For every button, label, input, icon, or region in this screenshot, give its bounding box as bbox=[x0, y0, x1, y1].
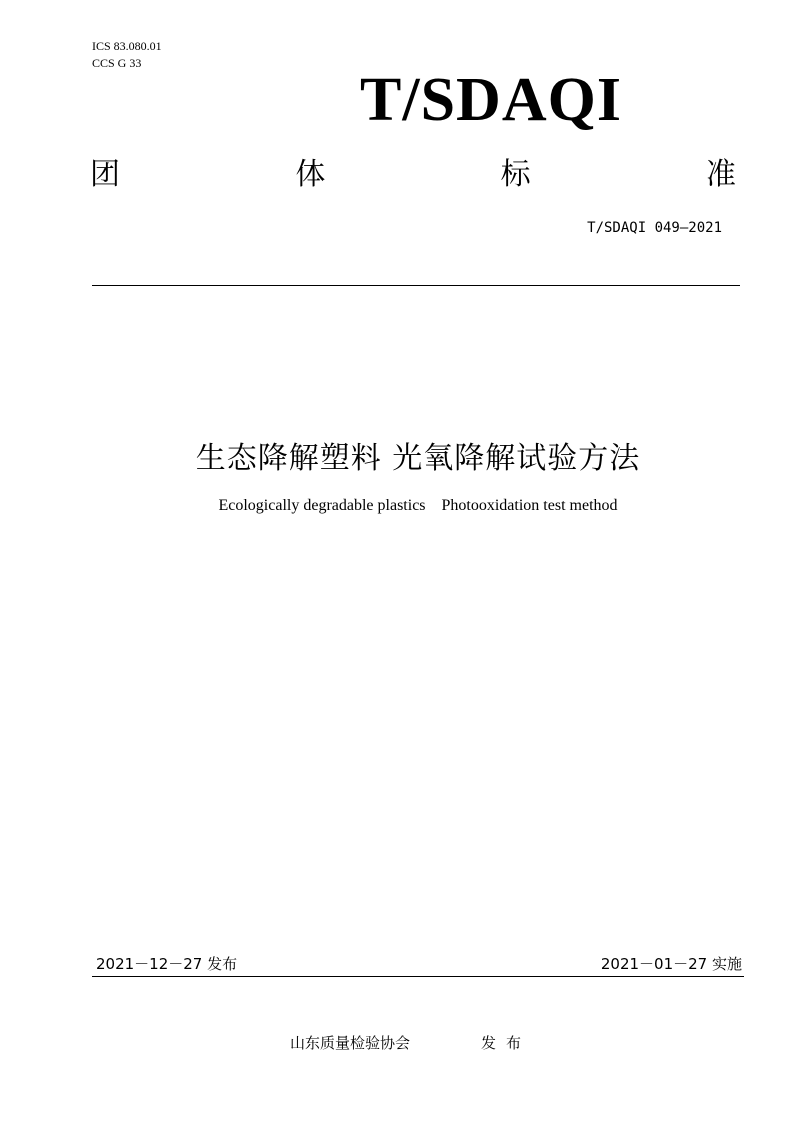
footer-divider bbox=[92, 976, 744, 977]
issuing-organization: 山东质量检验协会 bbox=[290, 1034, 411, 1052]
standard-type-heading bbox=[90, 155, 736, 195]
issuer-action: 发布 bbox=[481, 1034, 532, 1052]
ics-code: ICS 83.080.01 bbox=[92, 39, 162, 53]
standard-number: T/SDAQI 049—2021 bbox=[587, 220, 722, 236]
header-divider bbox=[92, 285, 740, 286]
standard-type-char: 体 bbox=[295, 157, 326, 192]
standard-type-char: 团 bbox=[90, 157, 120, 192]
issue-date: 2021－12－27 发布 bbox=[96, 955, 238, 973]
document-title-chinese: 生态降解塑料 光氧降解试验方法 bbox=[195, 441, 641, 476]
standard-type-char: 标 bbox=[500, 157, 531, 192]
ccs-code: CCS G 33 bbox=[92, 56, 142, 70]
classification-codes bbox=[92, 38, 162, 72]
standard-type-char: 准 bbox=[705, 157, 736, 192]
document-title-english: Ecologically degradable plastics Photooxidation test method bbox=[218, 497, 618, 514]
implementation-date: 2021－01－27 实施 bbox=[600, 955, 742, 973]
standard-logo: T/SDAQI bbox=[360, 66, 622, 134]
